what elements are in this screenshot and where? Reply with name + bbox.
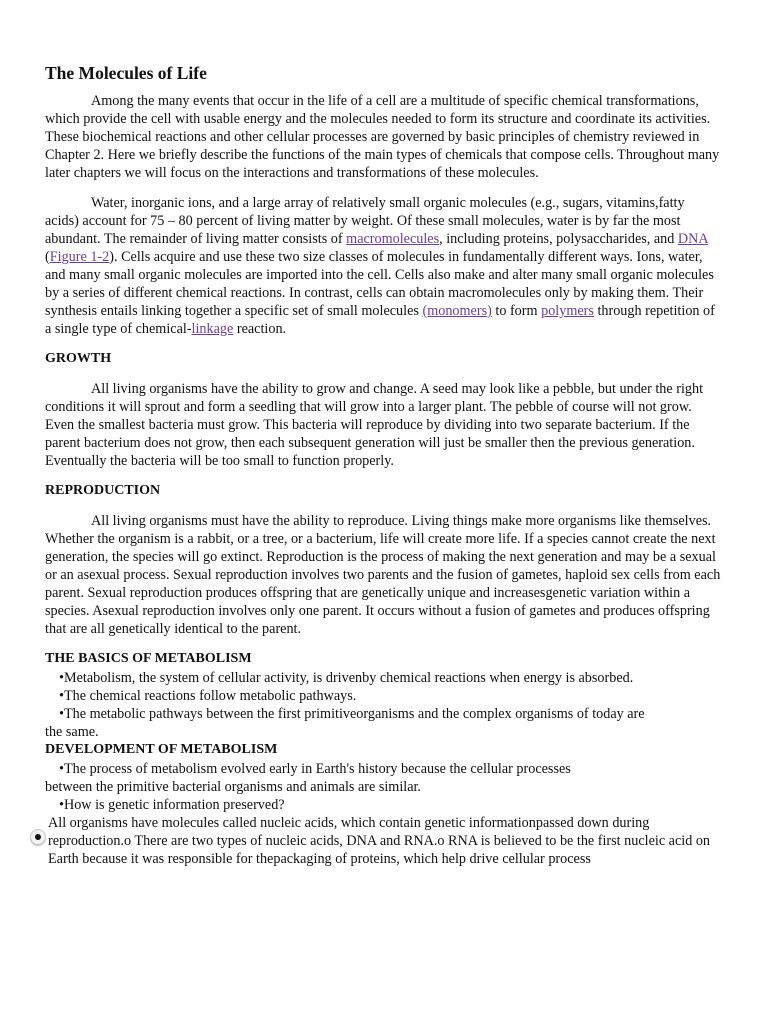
bullet-text: •The chemical reactions follow metabolic pathways. (59, 688, 357, 704)
linkage-link[interactable]: linkage (191, 321, 234, 337)
list-item (45, 796, 721, 814)
list-item (45, 705, 721, 723)
growth-paragraph: All living organisms have the ability to grow and change. A seed may look like a pebble, but under the right conditions it will sprout and form a seedling that will grow into a larger plant. The pebble of course will not grow. Even the smallest bacteria must grow. This bacteria will reproduce by dividing into two separate bacterium. If the parent bacterium does not grow, then each subsequent generation will just be smaller then the previous generation. Eventually the bacteria will be too small to function properly. (45, 381, 704, 469)
reproduction-heading: REPRODUCTION (45, 483, 161, 498)
document-page (45, 62, 721, 868)
bullet-text: •How is genetic information preserved? (59, 797, 285, 813)
list-item (45, 687, 721, 705)
list-item (45, 760, 721, 778)
intro-paragraph-1: Among the many events that occur in the life of a cell are a multitude of specific chemical transformations, which provide the cell with usable energy and the molecules needed to form its structure and coordinate its activities. These biochemical reactions and other cellular processes are governed by basic principles of chemistry reviewed in Chapter 2. Here we briefly describe the functions of the main types of chemicals that compose cells. Throughout many later chapters we will focus on the interactions and transformations of these molecules. (45, 93, 720, 181)
text-span: , including proteins, polysaccharides, and (439, 231, 678, 247)
macromolecules-link[interactable]: macromolecules (346, 231, 440, 247)
text-span: ). Cells acquire and use these two size classes of molecules in fundamentally different ways. Ions, water, and many small organic molecules are imported into the cell. Cells also make and alter many small organic molecules by a series of different chemical reactions. In contrast, cells can obtain macromolecules only by making them. Their synthesis entails linking together a specific set of small molecules (45, 249, 714, 319)
bullet-text: •The process of metabolism evolved early in Earth's history because the cellular processes (59, 761, 571, 777)
list-item-continuation: between the primitive bacterial organisms and animals are similar. (45, 779, 421, 795)
nucleic-acids-paragraph: All organisms have molecules called nucleic acids, which contain genetic informationpassed down during reproduction.o There are two types of nucleic acids, DNA and RNA.o RNA is believed to be the first nucleic acid on Earth because it was responsible for thepackaging of proteins, which help drive cellular process (48, 815, 711, 867)
text-span: to form (491, 303, 542, 319)
text-span: through repetition of a single type of chemical- (45, 303, 715, 337)
reproduction-paragraph: All living organisms must have the ability to reproduce. Living things make more organisms like themselves. Whether the organism is a rabbit, or a tree, or a bacterium, life will create more life. If a species cannot create the next generation, the species will go extinct. Reproduction is the process of making the next generation and may be a sexual or an asexual process. Sexual reproduction involves two parents and the fusion of gametes, haploid sex cells from each parent. Sexual reproduction produces offspring that are genetically unique and increasesgenetic variation within a species. Asexual reproduction involves only one parent. It occurs without a fusion of gametes and produces offspring that are all genetically identical to the parent. (45, 513, 721, 637)
intro-paragraph-2 (45, 194, 721, 338)
development-heading: DEVELOPMENT OF METABOLISM (45, 742, 278, 757)
figure-link[interactable]: Figure 1-2 (49, 249, 110, 265)
text-span: reaction. (233, 321, 287, 337)
monomers-link[interactable]: (monomers) (422, 303, 492, 319)
text-span: Water, inorganic ions, and a large array of relatively small organic molecules (e.g., sugars, vitamins,fatty acids) account for 75 – 80 percent of living matter by weight. Of these small molecules, water is by far the most abundant. The remainder of living matter consists of (45, 195, 685, 247)
list-item-continuation: the same. (45, 724, 99, 740)
bullet-text: •Metabolism, the system of cellular activity, is drivenby chemical reactions when energy is absorbed. (59, 670, 634, 686)
bullet-text: •The metabolic pathways between the first primitiveorganisms and the complex organisms of today are (59, 706, 645, 722)
bullet-marker-icon (30, 829, 46, 845)
basics-heading: THE BASICS OF METABOLISM (45, 651, 252, 666)
list-item (45, 669, 721, 687)
dna-link[interactable]: DNA (677, 231, 708, 247)
growth-heading: GROWTH (45, 351, 112, 366)
polymers-link[interactable]: polymers (541, 303, 594, 319)
text-span: ( (45, 249, 50, 265)
page-title: The Molecules of Life (45, 63, 207, 83)
